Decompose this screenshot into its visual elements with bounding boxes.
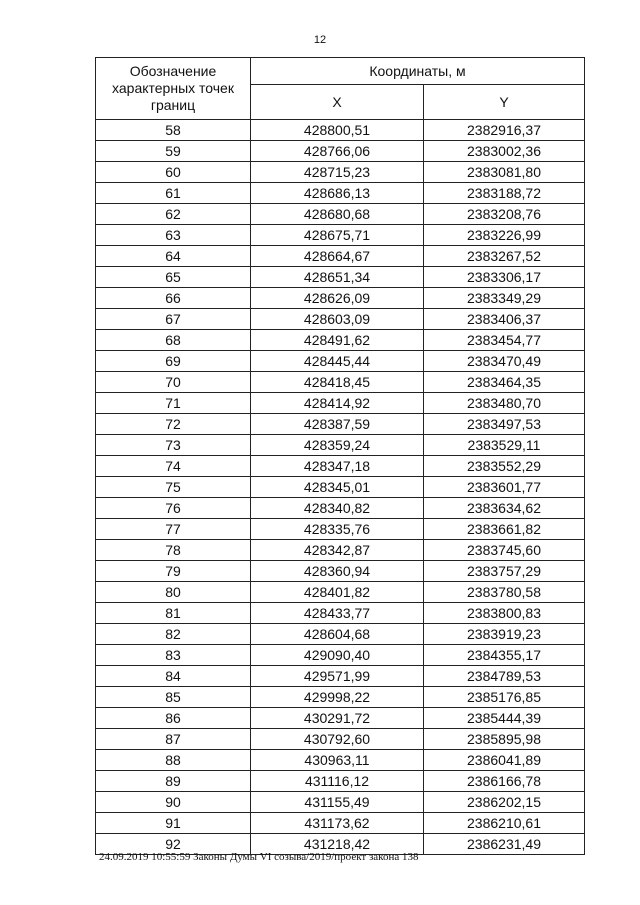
x-coordinate-cell: 431155,49 [251,792,424,813]
table-row [96,435,585,456]
table-row [96,540,585,561]
header-x: X [251,85,424,120]
point-id-cell: 75 [96,477,251,498]
table-row [96,162,585,183]
point-id-cell: 89 [96,771,251,792]
y-coordinate-cell: 2383208,76 [424,204,585,225]
point-id-cell: 80 [96,582,251,603]
coordinates-table [95,57,585,855]
x-coordinate-cell: 428603,09 [251,309,424,330]
y-coordinate-cell: 2383406,37 [424,309,585,330]
point-id-cell: 91 [96,813,251,834]
x-coordinate-cell: 428360,94 [251,561,424,582]
y-coordinate-cell: 2383757,29 [424,561,585,582]
y-coordinate-cell: 2386202,15 [424,792,585,813]
table-row [96,561,585,582]
table-row [96,225,585,246]
y-coordinate-cell: 2383226,99 [424,225,585,246]
point-id-cell: 92 [96,834,251,855]
x-coordinate-cell: 430963,11 [251,750,424,771]
document-footer: 24.09.2019 10:55:59 Законы Думы VI созыва/2019/проект закона 138 [99,851,419,863]
y-coordinate-cell: 2383601,77 [424,477,585,498]
x-coordinate-cell: 429090,40 [251,645,424,666]
point-id-cell: 85 [96,687,251,708]
y-coordinate-cell: 2383480,70 [424,393,585,414]
x-coordinate-cell: 428715,23 [251,162,424,183]
y-coordinate-cell: 2385176,85 [424,687,585,708]
x-coordinate-cell: 431116,12 [251,771,424,792]
table-row [96,687,585,708]
x-coordinate-cell: 428651,34 [251,267,424,288]
y-coordinate-cell: 2383800,83 [424,603,585,624]
y-coordinate-cell: 2383464,35 [424,372,585,393]
x-coordinate-cell: 428664,67 [251,246,424,267]
point-id-cell: 82 [96,624,251,645]
point-id-cell: 72 [96,414,251,435]
table-body [96,120,585,855]
point-id-cell: 61 [96,183,251,204]
table-row [96,204,585,225]
x-coordinate-cell: 428340,82 [251,498,424,519]
x-coordinate-cell: 431218,42 [251,834,424,855]
point-id-cell: 62 [96,204,251,225]
point-id-cell: 76 [96,498,251,519]
table-row [96,288,585,309]
y-coordinate-cell: 2383188,72 [424,183,585,204]
table-row [96,624,585,645]
header-coordinates-group: Координаты, м [251,58,585,85]
table-row [96,708,585,729]
y-coordinate-cell: 2383267,52 [424,246,585,267]
x-coordinate-cell: 428347,18 [251,456,424,477]
x-coordinate-cell: 428491,62 [251,330,424,351]
table-row [96,393,585,414]
table-row [96,351,585,372]
x-coordinate-cell: 428675,71 [251,225,424,246]
y-coordinate-cell: 2383470,49 [424,351,585,372]
point-id-cell: 90 [96,792,251,813]
x-coordinate-cell: 428766,06 [251,141,424,162]
point-id-cell: 88 [96,750,251,771]
table-row [96,645,585,666]
table-row [96,183,585,204]
point-id-cell: 66 [96,288,251,309]
point-id-cell: 64 [96,246,251,267]
point-id-cell: 77 [96,519,251,540]
table-row [96,771,585,792]
table-row [96,267,585,288]
y-coordinate-cell: 2383306,17 [424,267,585,288]
header-row-top [96,58,585,85]
y-coordinate-cell: 2386041,89 [424,750,585,771]
y-coordinate-cell: 2383919,23 [424,624,585,645]
y-coordinate-cell: 2382916,37 [424,120,585,141]
point-id-cell: 68 [96,330,251,351]
y-coordinate-cell: 2384355,17 [424,645,585,666]
x-coordinate-cell: 428445,44 [251,351,424,372]
point-id-cell: 87 [96,729,251,750]
header-y: Y [424,85,585,120]
table-row [96,456,585,477]
x-coordinate-cell: 429998,22 [251,687,424,708]
table-row [96,792,585,813]
y-coordinate-cell: 2385444,39 [424,708,585,729]
y-coordinate-cell: 2386210,61 [424,813,585,834]
point-id-cell: 59 [96,141,251,162]
y-coordinate-cell: 2383745,60 [424,540,585,561]
y-coordinate-cell: 2384789,53 [424,666,585,687]
point-id-cell: 79 [96,561,251,582]
point-id-cell: 81 [96,603,251,624]
table-row [96,246,585,267]
x-coordinate-cell: 428342,87 [251,540,424,561]
table-row [96,603,585,624]
y-coordinate-cell: 2383552,29 [424,456,585,477]
y-coordinate-cell: 2383780,58 [424,582,585,603]
table-row [96,120,585,141]
x-coordinate-cell: 428335,76 [251,519,424,540]
point-id-cell: 69 [96,351,251,372]
table-row [96,498,585,519]
x-coordinate-cell: 428433,77 [251,603,424,624]
point-id-cell: 78 [96,540,251,561]
point-id-cell: 74 [96,456,251,477]
table-row [96,414,585,435]
point-id-cell: 67 [96,309,251,330]
y-coordinate-cell: 2383634,62 [424,498,585,519]
table-row [96,750,585,771]
y-coordinate-cell: 2386231,49 [424,834,585,855]
table-row [96,519,585,540]
table-header [96,58,585,120]
x-coordinate-cell: 428387,59 [251,414,424,435]
x-coordinate-cell: 431173,62 [251,813,424,834]
point-id-cell: 60 [96,162,251,183]
x-coordinate-cell: 428686,13 [251,183,424,204]
x-coordinate-cell: 430792,60 [251,729,424,750]
y-coordinate-cell: 2383661,82 [424,519,585,540]
point-id-cell: 65 [96,267,251,288]
x-coordinate-cell: 430291,72 [251,708,424,729]
point-id-cell: 86 [96,708,251,729]
x-coordinate-cell: 428680,68 [251,204,424,225]
table-row [96,813,585,834]
header-point-label: Обозначение характерных точек границ [96,58,251,120]
point-id-cell: 83 [96,645,251,666]
x-coordinate-cell: 428626,09 [251,288,424,309]
x-coordinate-cell: 428604,68 [251,624,424,645]
table-row [96,141,585,162]
y-coordinate-cell: 2383497,53 [424,414,585,435]
point-id-cell: 58 [96,120,251,141]
x-coordinate-cell: 429571,99 [251,666,424,687]
x-coordinate-cell: 428418,45 [251,372,424,393]
x-coordinate-cell: 428345,01 [251,477,424,498]
x-coordinate-cell: 428800,51 [251,120,424,141]
table-row [96,372,585,393]
y-coordinate-cell: 2383081,80 [424,162,585,183]
point-id-cell: 63 [96,225,251,246]
table-row [96,309,585,330]
y-coordinate-cell: 2386166,78 [424,771,585,792]
y-coordinate-cell: 2385895,98 [424,729,585,750]
y-coordinate-cell: 2383349,29 [424,288,585,309]
y-coordinate-cell: 2383529,11 [424,435,585,456]
y-coordinate-cell: 2383454,77 [424,330,585,351]
x-coordinate-cell: 428414,92 [251,393,424,414]
x-coordinate-cell: 428401,82 [251,582,424,603]
point-id-cell: 84 [96,666,251,687]
y-coordinate-cell: 2383002,36 [424,141,585,162]
point-id-cell: 73 [96,435,251,456]
table-row [96,666,585,687]
table-row [96,582,585,603]
x-coordinate-cell: 428359,24 [251,435,424,456]
point-id-cell: 70 [96,372,251,393]
page-number: 12 [313,34,327,46]
table-row [96,729,585,750]
table-row [96,330,585,351]
point-id-cell: 71 [96,393,251,414]
table-row [96,477,585,498]
